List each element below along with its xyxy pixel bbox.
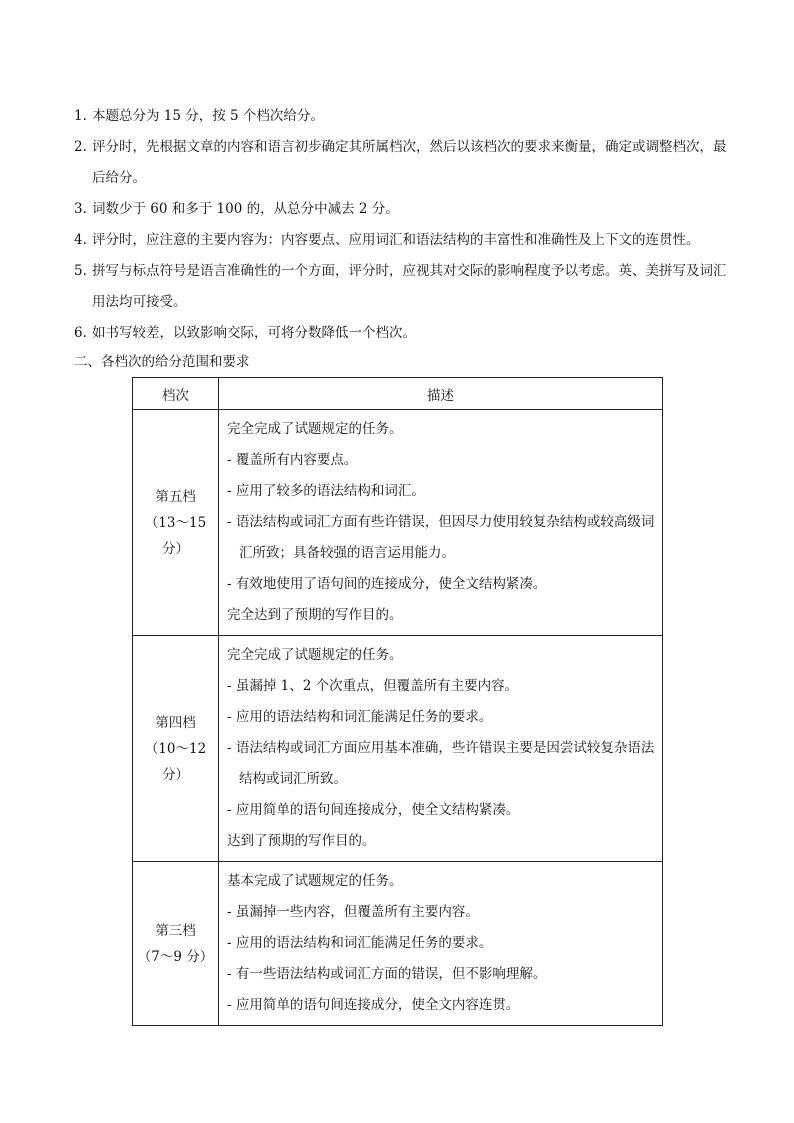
table-row [133,862,663,1026]
description-line: 达到了预期的写作目的。 [227,833,376,849]
description-cell [219,410,663,636]
description-line: 基本完成了试题规定的任务。 [227,873,403,889]
note-text: 评分时，应注意的主要内容为：内容要点、应用词汇和语法结构的丰富性和准确性及上下文的连贯性。 [92,232,700,248]
note-number: 2. [74,139,87,155]
level-name: 第四档 [155,714,196,731]
level-cell [133,636,219,862]
note-number: 1. [74,108,87,124]
note-item [74,256,734,318]
note-number: 4. [74,232,87,248]
grading-table [132,377,663,1026]
scoring-notes [74,101,734,349]
description-line: - 应用的语法结构和词汇能满足任务的要求。 [227,935,493,951]
note-text: 拼写与标点符号是语言准确性的一个方面，评分时，应视其对交际的影响程度予以考虑。英、美拼写及词汇用法均可接受。 [92,263,727,310]
level-range: （7～9 分） [137,948,214,965]
table-row [133,636,663,862]
note-text: 本题总分为 15 分，按 5 个档次给分。 [92,108,324,124]
description-cell [219,636,663,862]
description-line: 完全达到了预期的写作目的。 [227,607,403,623]
description-line: - 虽漏掉一些内容，但覆盖所有主要内容。 [227,904,479,920]
table-header-row [133,378,663,410]
level-name: 第三档 [155,922,196,939]
note-text: 如书写较差，以致影响交际，可将分数降低一个档次。 [92,325,416,341]
description-line: - 应用简单的语句间连接成分，使全文内容连贯。 [227,997,520,1013]
level-range: （10～12 分） [144,740,207,783]
description-line: 完全完成了试题规定的任务。 [227,647,403,663]
header-level: 档次 [133,378,219,410]
note-item [74,225,734,256]
description-line: - 虽漏掉 1、2 个次重点，但覆盖所有主要内容。 [227,678,519,694]
note-item [74,132,734,194]
description-line: - 应用了较多的语法结构和词汇。 [227,483,425,499]
description-line: - 有效地使用了语句间的连接成分，使全文结构紧凑。 [227,576,547,592]
description-line: - 有一些语法结构或词汇方面的错误，但不影响理解。 [227,966,547,982]
description-line: - 覆盖所有内容要点。 [227,452,358,468]
level-name: 第五档 [155,488,196,505]
description-cell [219,862,663,1026]
section-title: 二、各档次的给分范围和要求 [74,354,250,370]
level-cell [133,410,219,636]
note-item [74,318,734,349]
note-number: 5. [74,263,87,279]
level-range: （13～15 分） [144,514,207,557]
description-line: - 语法结构或词汇方面应用基本准确，些许错误主要是因尝试较复杂语法结构或词汇所致。 [227,740,655,787]
note-text: 评分时，先根据文章的内容和语言初步确定其所属档次，然后以该档次的要求来衡量，确定或调整档次，最后给分。 [92,139,727,186]
table-row [133,410,663,636]
level-cell [133,862,219,1026]
description-line: 完全完成了试题规定的任务。 [227,421,403,437]
description-line: - 应用简单的语句间连接成分，使全文结构紧凑。 [227,802,520,818]
note-number: 6. [74,325,87,341]
note-item [74,101,734,132]
description-line: - 应用的语法结构和词汇能满足任务的要求。 [227,709,493,725]
note-item [74,194,734,225]
header-description: 描述 [219,378,663,410]
note-text: 词数少于 60 和多于 100 的，从总分中减去 2 分。 [92,201,399,217]
description-line: - 语法结构或词汇方面有些许错误，但因尽力使用较复杂结构或较高级词汇所致；具备较强的语言运用能力。 [227,514,655,561]
note-number: 3. [74,201,87,217]
